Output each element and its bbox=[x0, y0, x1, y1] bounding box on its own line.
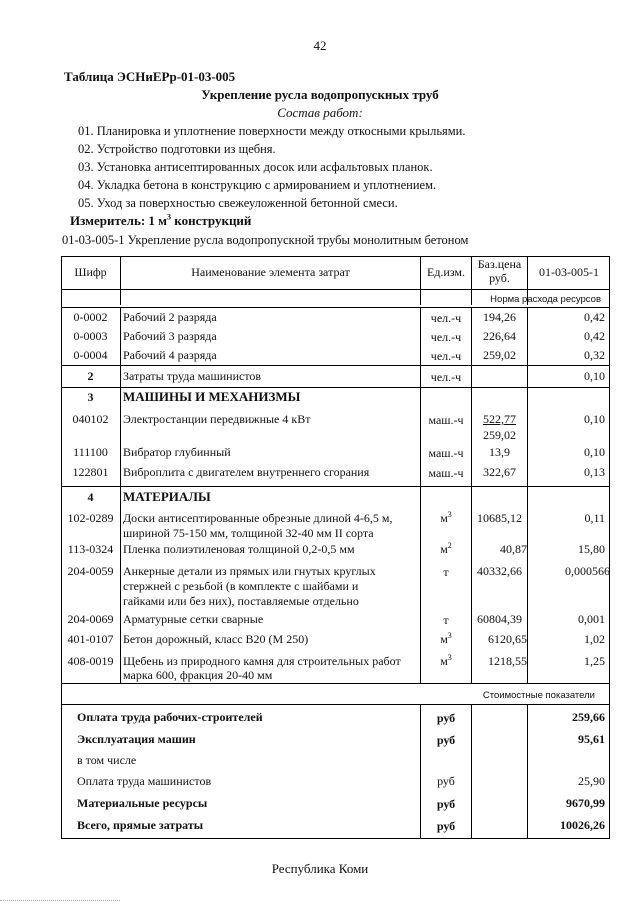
row-unit bbox=[421, 542, 471, 557]
row-name-line: марка 600, фракция 20-40 мм bbox=[123, 668, 273, 682]
row-price: 6120,65 bbox=[488, 632, 527, 646]
row-value: 0,000566 bbox=[565, 564, 610, 578]
cost-unit: руб bbox=[437, 774, 455, 788]
row-value: 0,001 bbox=[578, 612, 605, 626]
row-name-line: стержней с резьбой (в комплекте с шайбами и bbox=[123, 579, 359, 593]
work-item: 02. Устройство подготовки из щебня. bbox=[78, 142, 276, 156]
cost-label: Стоимостные показатели bbox=[482, 690, 595, 701]
row-unit: чел.-ч bbox=[430, 349, 462, 363]
row-unit: т bbox=[443, 565, 449, 579]
unit-base: м bbox=[440, 632, 448, 646]
footer-region: Республика Коми bbox=[271, 861, 369, 876]
unit-base: м bbox=[440, 654, 448, 668]
measure-unit bbox=[70, 213, 251, 229]
work-item: 05. Уход за поверхностью свежеуложенной бетонной смеси. bbox=[78, 196, 398, 210]
row-price: 522,77 bbox=[483, 412, 516, 426]
row-value: 0,32 bbox=[584, 348, 605, 362]
row-unit bbox=[421, 511, 471, 526]
row-code: 408-0019 bbox=[67, 654, 114, 668]
cost-value: 259,66 bbox=[572, 710, 605, 724]
cost-value: 95,61 bbox=[578, 732, 605, 746]
row-value: 0,13 bbox=[584, 465, 605, 479]
row-code: 204-0069 bbox=[67, 612, 114, 626]
cost-unit: руб bbox=[436, 797, 456, 811]
row-code: 122801 bbox=[72, 465, 109, 479]
row-price: 10685,12 bbox=[477, 511, 522, 525]
row-unit: т bbox=[443, 613, 449, 627]
row-value: 0,10 bbox=[584, 369, 605, 383]
row-price: 322,67 bbox=[483, 465, 516, 479]
row-name-line: Бетон дорожный, класс В20 (М 250) bbox=[123, 632, 309, 646]
row-name: Рабочий 3 разряда bbox=[123, 329, 217, 343]
unit-base: м bbox=[440, 542, 448, 556]
row-code: 111100 bbox=[73, 445, 108, 459]
section-title: МАШИНЫ И МЕХАНИЗМЫ bbox=[123, 389, 301, 404]
header-price-line1: Баз.цена bbox=[477, 257, 522, 271]
row-value: 0,42 bbox=[584, 329, 605, 343]
row-value: 1,25 bbox=[584, 654, 605, 668]
unit-sup: 3 bbox=[447, 510, 452, 519]
scan-edge-divider bbox=[0, 900, 120, 904]
row-name-line: Пленка полиэтиленовая толщиной 0,2-0,5 мм bbox=[123, 542, 355, 556]
unit-sup: 3 bbox=[447, 631, 452, 640]
row-unit: маш.-ч bbox=[428, 466, 464, 480]
work-item: 01. Планировка и уплотнение поверхности между откосными крыльями. bbox=[78, 124, 466, 138]
row-price: 226,64 bbox=[483, 329, 516, 343]
row-name: Затраты труда машинистов bbox=[123, 369, 262, 383]
row-unit bbox=[421, 654, 471, 669]
row-unit: маш.-ч bbox=[428, 446, 464, 460]
row-name: Рабочий 2 разряда bbox=[123, 310, 217, 324]
row-value: 1,02 bbox=[584, 632, 605, 646]
row-name-line: Арматурные сетки сварные bbox=[123, 612, 264, 626]
norm-table bbox=[61, 256, 610, 839]
cost-value: 9670,99 bbox=[566, 796, 605, 810]
unit-base: м bbox=[440, 511, 448, 525]
table-title: Таблица ЭСНиЕРр-01-03-005 bbox=[64, 69, 236, 84]
section-title: МАТЕРИАЛЫ bbox=[123, 489, 211, 504]
row-code: 102-0289 bbox=[67, 511, 114, 525]
row-name: Вибратор глубинный bbox=[123, 445, 231, 459]
cost-value: 10026,26 bbox=[560, 818, 605, 832]
norm-label: Норма расхода ресурсов bbox=[490, 294, 601, 305]
row-price: 60804,39 bbox=[477, 612, 522, 626]
header-name: Наименование элемента затрат bbox=[191, 265, 350, 279]
row-code: 0-0002 bbox=[73, 310, 108, 324]
row-value: 15,80 bbox=[578, 542, 605, 556]
unit-sup: 2 bbox=[447, 541, 452, 550]
cost-unit: руб bbox=[436, 733, 456, 747]
row-code: 113-0324 bbox=[67, 542, 114, 556]
page-number: 42 bbox=[313, 38, 327, 53]
cost-unit: руб bbox=[436, 819, 456, 833]
row-price: 194,26 bbox=[483, 310, 516, 324]
header-unit: Ед.изм. bbox=[426, 265, 466, 279]
cost-value: 25,90 bbox=[578, 774, 605, 788]
header-price bbox=[472, 257, 527, 285]
cost-unit: руб bbox=[436, 711, 456, 725]
row-name: Электростанции передвижные 4 кВт bbox=[123, 412, 311, 426]
row-price: 40332,66 bbox=[477, 564, 522, 578]
row-code: 0-0003 bbox=[73, 329, 108, 343]
row-price: 259,02 bbox=[483, 348, 516, 362]
header-norm: 01-03-005-1 bbox=[539, 265, 599, 279]
row-name: Виброплита с двигателем внутреннего сгорания bbox=[123, 465, 370, 479]
row-name-line: Щебень из природного камня для строительных работ bbox=[123, 654, 401, 668]
row-code: 204-0059 bbox=[67, 564, 114, 578]
cost-name: Материальные ресурсы bbox=[77, 796, 208, 810]
cost-name: Оплата труда машинистов bbox=[77, 774, 212, 788]
header-code: Шифр bbox=[74, 265, 107, 279]
cost-name: Эксплуатация машин bbox=[77, 732, 196, 746]
row-value: 0,11 bbox=[584, 511, 605, 525]
row-price: 13,9 bbox=[489, 445, 510, 459]
cost-name: Всего, прямые затраты bbox=[77, 818, 204, 832]
cost-name: в том числе bbox=[77, 753, 137, 767]
cost-name: Оплата труда рабочих-строителей bbox=[77, 710, 263, 724]
header-price-line2: руб. bbox=[489, 271, 510, 285]
section-code: 3 bbox=[87, 390, 94, 404]
works-title: Состав работ: bbox=[277, 105, 363, 120]
work-item: 03. Установка антисептированных досок или асфальтовых планок. bbox=[78, 160, 433, 174]
row-unit: чел.-ч bbox=[430, 311, 462, 325]
row-code: 0-0004 bbox=[73, 348, 108, 362]
table-subtitle: Укрепление русла водопропускных труб bbox=[201, 87, 439, 102]
row-name: Рабочий 4 разряда bbox=[123, 348, 217, 362]
row-name-line: Анкерные детали из прямых или гнутых круглых bbox=[123, 564, 376, 578]
row-unit: чел.-ч bbox=[430, 330, 462, 344]
measure-sup: 3 bbox=[167, 212, 172, 222]
unit-sup: 3 bbox=[447, 653, 452, 662]
section-code: 4 bbox=[87, 490, 94, 504]
norm-code-line: 01-03-005-1 Укрепление русла водопропускной трубы монолитным бетоном bbox=[62, 233, 469, 247]
row-name-line: гайками или без них), поставляемые отдельно bbox=[123, 594, 359, 608]
measure-prefix: Измеритель: 1 м bbox=[70, 213, 168, 228]
row-unit: чел.-ч bbox=[430, 370, 462, 384]
row-price-alt: 259,02 bbox=[483, 428, 516, 442]
row-code: 040102 bbox=[72, 412, 109, 426]
row-unit: маш.-ч bbox=[428, 413, 464, 427]
row-value: 0,10 bbox=[584, 412, 605, 426]
measure-suffix: конструкций bbox=[171, 213, 252, 228]
row-name-line: Доски антисептированные обрезные длиной 4-6,5 м, bbox=[123, 511, 393, 525]
row-code: 401-0107 bbox=[67, 632, 114, 646]
work-item: 04. Укладка бетона в конструкцию с армированием и уплотнением. bbox=[78, 178, 437, 192]
row-unit bbox=[421, 632, 471, 647]
row-price: 40,87 bbox=[500, 542, 527, 556]
row-price: 1218,55 bbox=[488, 654, 527, 668]
row-name-line: шириной 75-150 мм, толщиной 32-40 мм II сорта bbox=[123, 526, 374, 540]
section-code: 2 bbox=[87, 369, 94, 383]
row-value: 0,42 bbox=[584, 310, 605, 324]
row-value: 0,10 bbox=[584, 445, 605, 459]
